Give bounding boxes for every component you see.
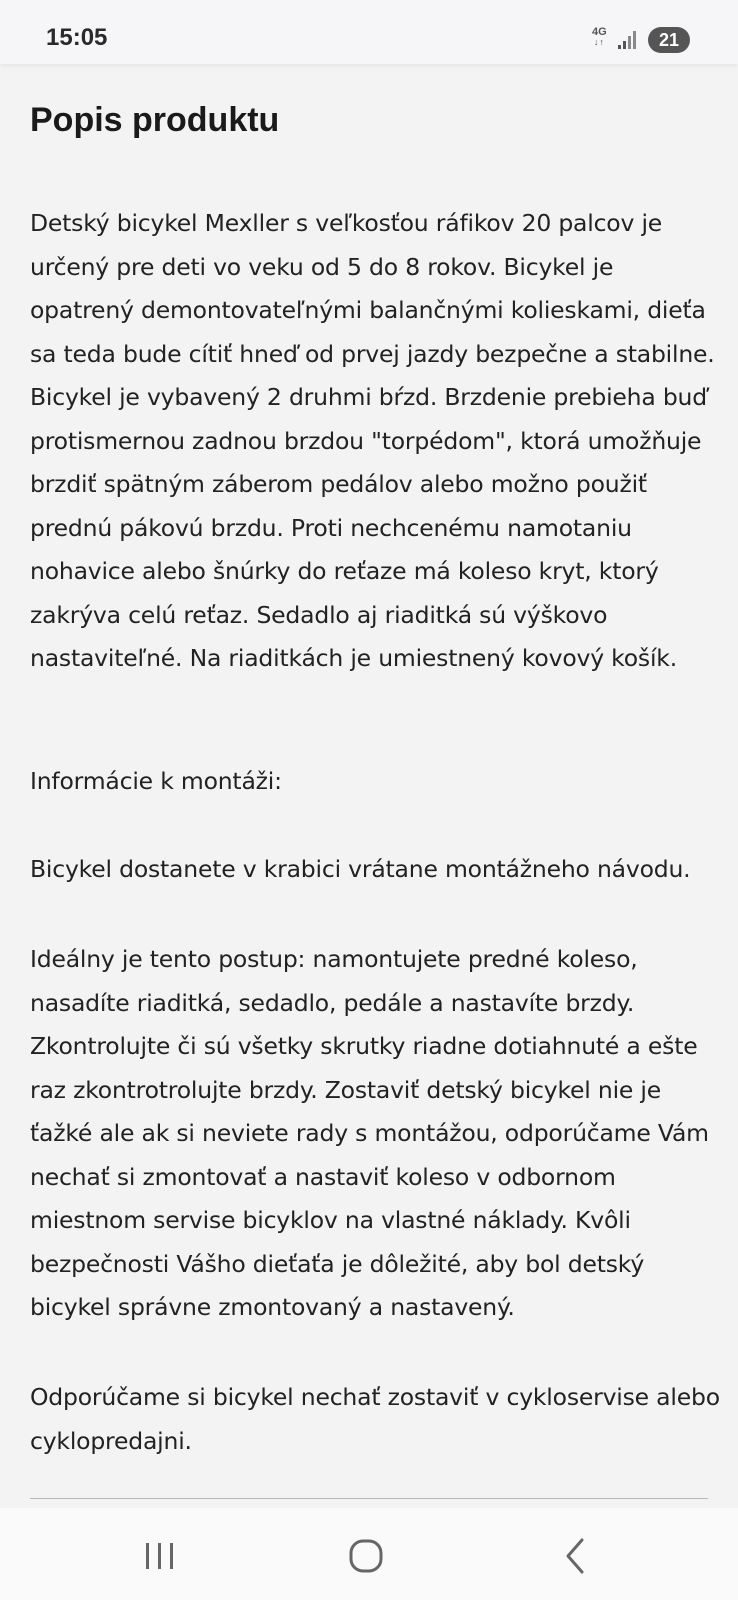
assembly-paragraph: Bicykel dostanete v krabici vrátane montážneho návodu.: [30, 855, 691, 883]
network-type: 4G: [592, 26, 607, 38]
battery-icon: 21: [648, 27, 690, 53]
status-bar: [0, 0, 738, 64]
home-icon: [336, 1530, 396, 1580]
product-description: [30, 90, 720, 1455]
divider: [30, 1498, 708, 1499]
page-title: Popis produktu: [30, 101, 280, 139]
network-indicator: [592, 27, 607, 47]
signal-icon: [617, 31, 637, 49]
recent-apps-button[interactable]: [130, 1530, 190, 1580]
description-paragraph: Detský bicykel Mexller s veľkosťou ráfikov 20 palcov je určený pre deti vo veku od 5 do 8 rokov. Bicykel je opatrený demontovateľnými balančnými kolieskami, dieťa sa teda bude cítiť hneď od prvej jazdy bezpečne a stabilne. Bicykel je vybavený 2 druhmi bŕzd. Brzdenie prebieha buď protismernou zadnou brzdou "torpédom", ktorá umožňuje brzdiť spätným záberom pedálov alebo možno použiť prednú pákovú brzdu. Proti nechcenému namotaniu nohavice alebo šnúrky do reťaze má koleso kryt, ktorý zakrýva celú reťaz. Sedadlo aj riaditká sú výškovo nastaviteľné. Na riaditkách je umiestnený kovový košík.: [30, 209, 715, 672]
status-time: 15:05: [46, 24, 108, 51]
back-button[interactable]: [546, 1530, 606, 1580]
back-icon: [546, 1530, 606, 1580]
assembly-heading: Informácie k montáži:: [30, 767, 282, 795]
navigation-bar: [0, 1508, 738, 1600]
home-button[interactable]: [336, 1530, 396, 1580]
recent-apps-icon: [130, 1530, 190, 1580]
network-arrows: ↓↑: [593, 37, 605, 47]
recommendation-paragraph: Odporúčame si bicykel nechať zostaviť v cykloservise alebo cyklopredajni.: [30, 1383, 720, 1455]
assembly-steps-paragraph: Ideálny je tento postup: namontujete predné koleso, nasadíte riaditká, sedadlo, pedále a nastavíte brzdy. Zkontrolujte či sú všetky skrutky riadne dotiahnuté a ešte raz zkontrotrolujte brzdy. Zostaviť detský bicykel nie je ťažké ale ak si neviete rady s montážou, odporúčame Vám nechať si zmontovať a nastaviť koleso v odbornom miestnom servise bicyklov na vlastné náklady. Kvôli bezpečnosti Vášho dieťaťa je dôležité, aby bol detský bicykel správne zmontovaný a nastavený.: [30, 945, 709, 1321]
